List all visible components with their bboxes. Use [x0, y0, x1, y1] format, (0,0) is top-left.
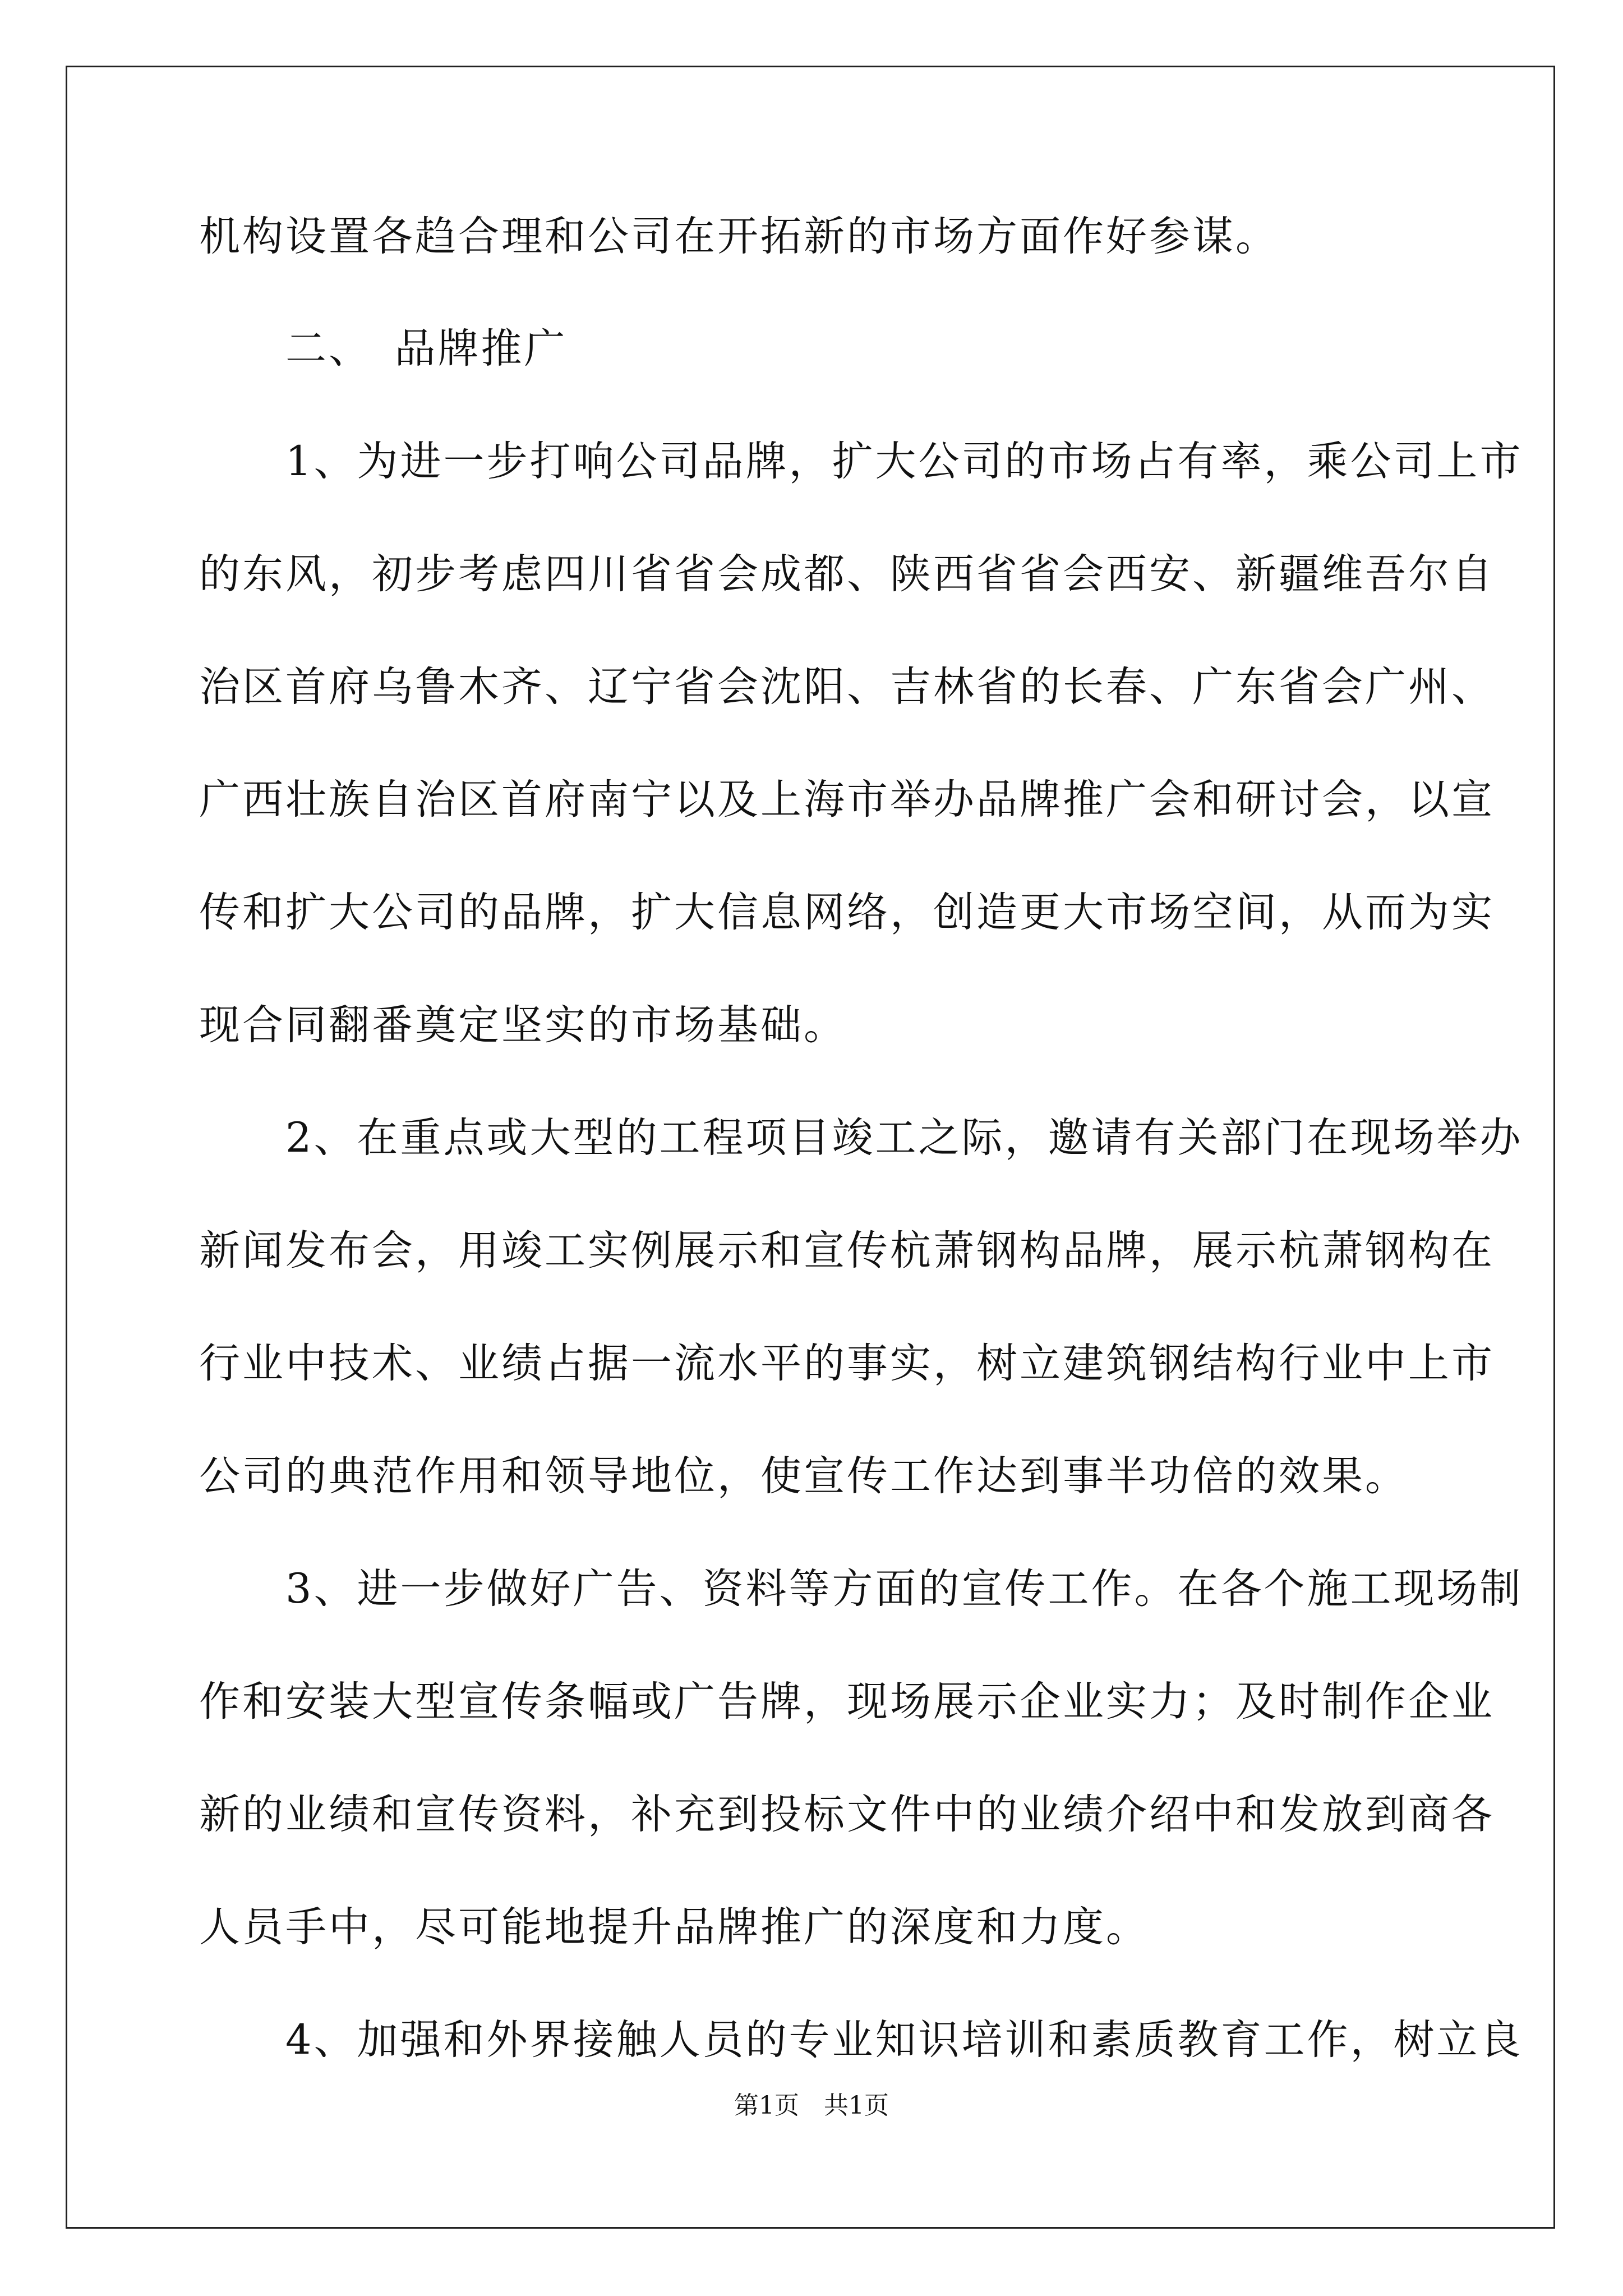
text-line: 现合同翻番奠定坚实的市场基础。 [199, 1001, 847, 1049]
text-line: 新闻发布会，用竣工实例展示和宣传杭萧钢构品牌，展示杭萧钢构在 [199, 1227, 1495, 1274]
text-line: 治区首府乌鲁木齐、辽宁省会沈阳、吉林省的长春、广东省会广州、 [199, 663, 1495, 711]
text-line: 行业中技术、业绩占据一流水平的事实，树立建筑钢结构行业中上市 [199, 1340, 1495, 1387]
text-line: 人员手中，尽可能地提升品牌推广的深度和力度。 [199, 1903, 1149, 1951]
text-line: 传和扩大公司的品牌，扩大信息网络，创造更大市场空间，从而为实 [199, 889, 1495, 936]
text-line: 3、进一步做好广告、资料等方面的宣传工作。在各个施工现场制 [199, 1565, 1523, 1613]
text-line: 4、加强和外界接触人员的专业知识培训和素质教育工作，树立良 [199, 2016, 1523, 2064]
text-line: 广西壮族自治区首府南宁以及上海市举办品牌推广会和研讨会，以宣 [199, 776, 1495, 823]
text-line: 作和安装大型宣传条幅或广告牌，现场展示企业实力；及时制作企业 [199, 1678, 1495, 1726]
text-line: 公司的典范作用和领导地位，使宣传工作达到事半功倍的效果。 [199, 1452, 1408, 1500]
text-line: 1、为进一步打响公司品牌，扩大公司的市场占有率，乘公司上市 [199, 438, 1523, 485]
text-line: 机构设置各趋合理和公司在开拓新的市场方面作好参谋。 [199, 213, 1279, 260]
text-line: 的东风，初步考虑四川省省会成都、陕西省省会西安、新疆维吾尔自 [199, 550, 1495, 598]
text-line: 2、在重点或大型的工程项目竣工之际，邀请有关部门在现场举办 [199, 1114, 1523, 1162]
page-footer: 第1页 共1页 [734, 2091, 889, 2120]
text-line: 新的业绩和宣传资料，补充到投标文件中的业绩介绍中和发放到商各 [199, 1791, 1495, 1838]
section-heading: 二、 品牌推广 [199, 325, 568, 372]
